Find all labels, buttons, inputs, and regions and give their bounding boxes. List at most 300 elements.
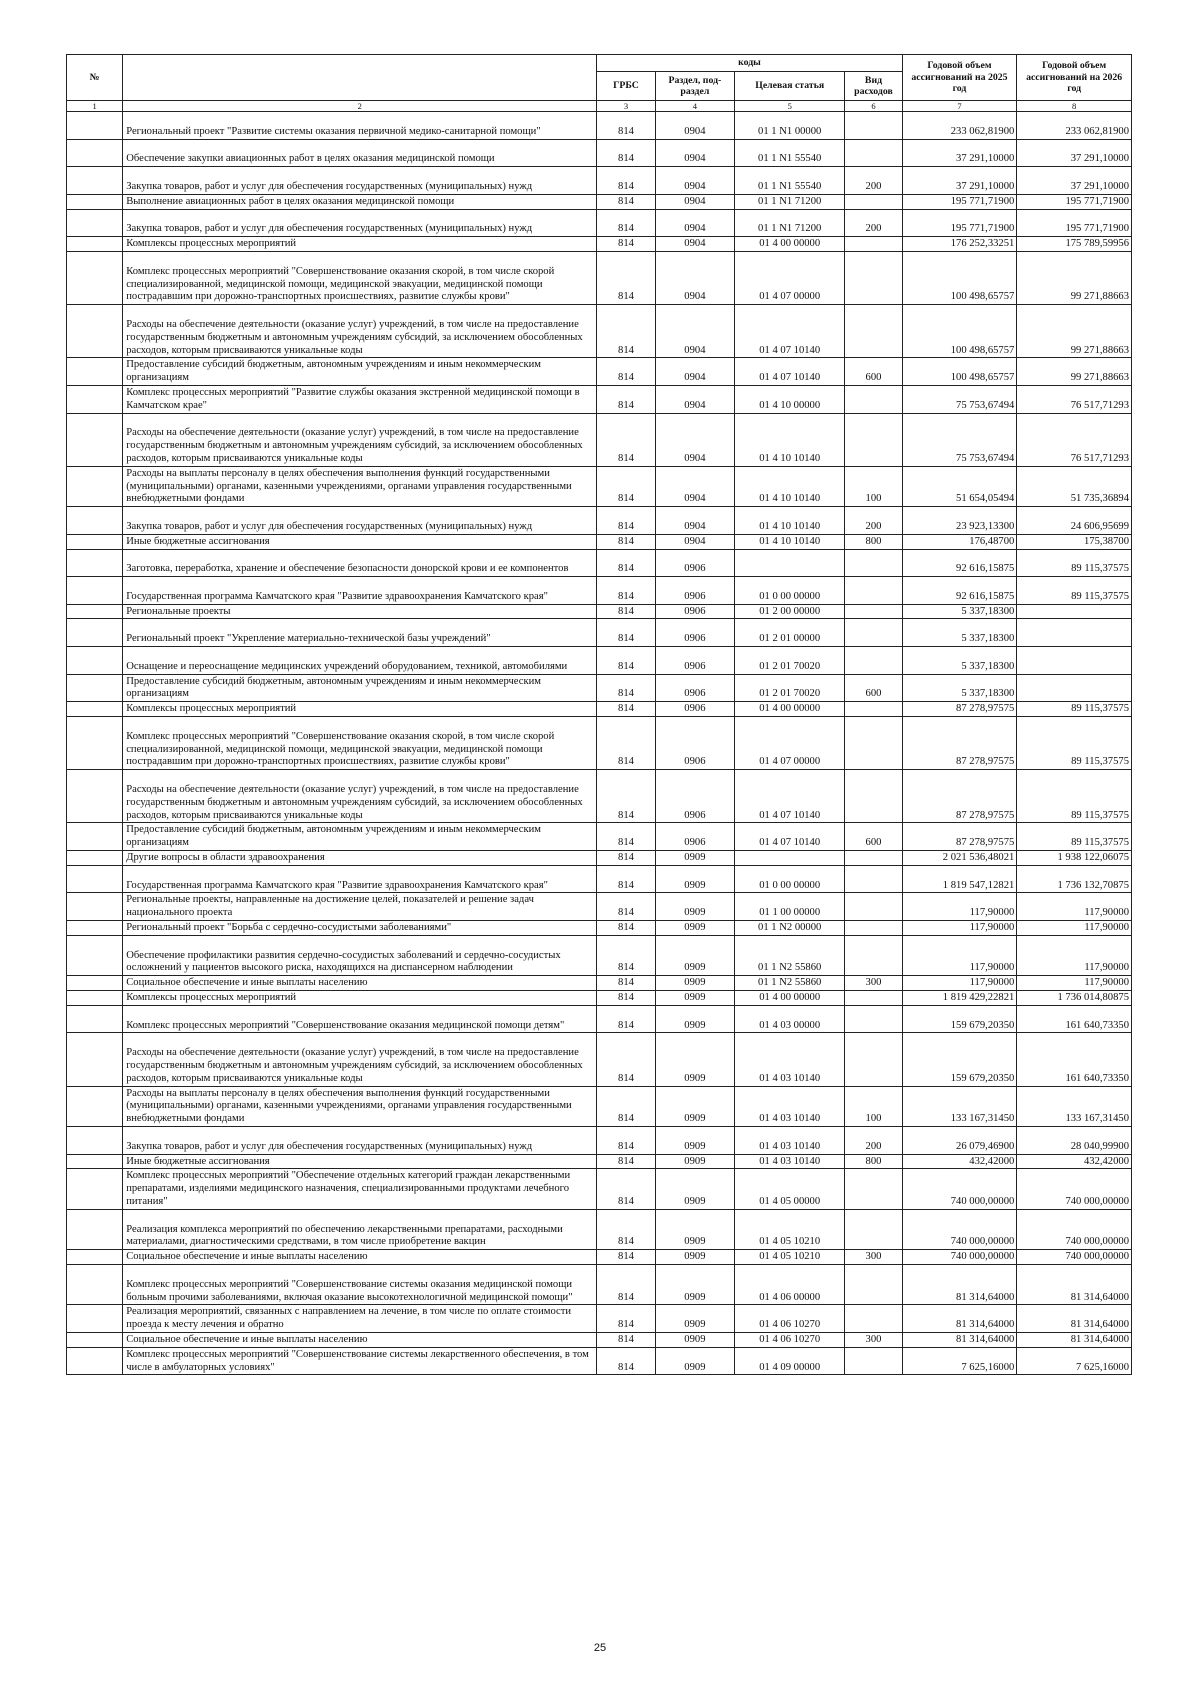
row-2026-cell: 195 771,71900 (1017, 209, 1132, 237)
row-2026-cell (1017, 619, 1132, 647)
row-target-cell: 01 4 10 10140 (735, 466, 845, 506)
row-kind-cell (845, 647, 902, 675)
row-number-cell (67, 1332, 123, 1347)
row-2026-cell: 89 115,37575 (1017, 702, 1132, 717)
row-section-cell: 0904 (655, 251, 734, 304)
row-2025-cell: 233 062,81900 (902, 112, 1017, 140)
row-grbs-cell: 814 (597, 112, 655, 140)
row-kind-cell: 300 (845, 1332, 902, 1347)
table-row (67, 935, 1132, 975)
column-numbers-row (67, 101, 1132, 112)
table-row (67, 647, 1132, 675)
row-kind-cell (845, 1033, 902, 1086)
row-kind-cell (845, 702, 902, 717)
row-name-cell: Расходы на обеспечение деятельности (оказание услуг) учреждений, в том числе на предоставление государственным бюджетным и автономным учреждениям субсидий, за исключением обособленных расходов, которым присваиваются уникальные коды (123, 305, 597, 358)
row-grbs-cell: 814 (597, 358, 655, 386)
col-num-header: № (67, 55, 123, 101)
row-name-cell: Расходы на выплаты персоналу в целях обеспечения выполнения функций государственными (муниципальными) органами, казенными учреждениями, органами управления государственными внебюджетными фондами (123, 1086, 597, 1126)
table-row (67, 167, 1132, 195)
row-2025-cell: 117,90000 (902, 893, 1017, 921)
row-grbs-cell: 814 (597, 823, 655, 851)
row-target-cell: 01 4 00 00000 (735, 702, 845, 717)
row-name-cell: Закупка товаров, работ и услуг для обеспечения государственных (муниципальных) нужд (123, 1126, 597, 1154)
row-name-cell: Расходы на выплаты персоналу в целях обеспечения выполнения функций государственными (муниципальными) органами, казенными учреждениями, органами управления государственными внебюджетными фондами (123, 466, 597, 506)
row-name-cell: Заготовка, переработка, хранение и обеспечение безопасности донорской крови и ее компонентов (123, 549, 597, 577)
row-2026-cell: 89 115,37575 (1017, 770, 1132, 823)
row-target-cell: 01 4 05 10210 (735, 1209, 845, 1249)
row-grbs-cell: 814 (597, 251, 655, 304)
table-row (67, 139, 1132, 167)
row-section-cell: 0909 (655, 991, 734, 1006)
row-kind-cell (845, 385, 902, 413)
row-number-cell (67, 1005, 123, 1033)
row-grbs-cell: 814 (597, 1332, 655, 1347)
row-2025-cell: 5 337,18300 (902, 619, 1017, 647)
table-row (67, 702, 1132, 717)
row-2025-cell: 133 167,31450 (902, 1086, 1017, 1126)
row-2026-cell: 133 167,31450 (1017, 1086, 1132, 1126)
row-name-cell: Предоставление субсидий бюджетным, автономным учреждениям и иным некоммерческим организациям (123, 823, 597, 851)
codes-header: коды (597, 55, 902, 72)
row-2026-cell: 7 625,16000 (1017, 1347, 1132, 1375)
row-2025-cell: 100 498,65757 (902, 305, 1017, 358)
row-number-cell (67, 976, 123, 991)
row-name-cell: Расходы на обеспечение деятельности (оказание услуг) учреждений, в том числе на предоставление государственным бюджетным и автономным учреждениям субсидий, за исключением обособленных расходов, которым присваиваются уникальные коды (123, 770, 597, 823)
row-target-cell: 01 1 N1 55540 (735, 167, 845, 195)
row-section-cell: 0909 (655, 921, 734, 936)
row-section-cell: 0909 (655, 1209, 734, 1249)
row-number-cell (67, 413, 123, 466)
row-kind-cell (845, 770, 902, 823)
row-name-cell: Региональные проекты, направленные на достижение целей, показателей и решение задач национального проекта (123, 893, 597, 921)
row-2026-cell: 740 000,00000 (1017, 1250, 1132, 1265)
row-name-cell: Реализация комплекса мероприятий по обеспечению лекарственными препаратами, расходными материалами, диагностическими средствами, в том числе приобретение вакцин (123, 1209, 597, 1249)
row-2025-cell: 23 923,13300 (902, 507, 1017, 535)
table-row (67, 1347, 1132, 1375)
row-2025-cell: 195 771,71900 (902, 209, 1017, 237)
row-2026-cell: 37 291,10000 (1017, 167, 1132, 195)
row-2025-cell: 7 625,16000 (902, 1347, 1017, 1375)
colnum: 4 (655, 101, 734, 112)
row-2026-cell: 76 517,71293 (1017, 385, 1132, 413)
row-2026-cell: 161 640,73350 (1017, 1033, 1132, 1086)
row-name-cell: Обеспечение профилактики развития сердечно-сосудистых заболеваний и сердечно-сосудистых осложнений у пациентов высокого риска, находящихся на диспансерном наблюдении (123, 935, 597, 975)
row-target-cell: 01 4 00 00000 (735, 991, 845, 1006)
row-section-cell: 0904 (655, 534, 734, 549)
row-section-cell: 0909 (655, 1033, 734, 1086)
table-row (67, 1154, 1132, 1169)
row-2026-cell: 24 606,95699 (1017, 507, 1132, 535)
row-grbs-cell: 814 (597, 209, 655, 237)
row-number-cell (67, 647, 123, 675)
row-grbs-cell: 814 (597, 604, 655, 619)
table-row (67, 991, 1132, 1006)
table-row (67, 851, 1132, 866)
row-grbs-cell: 814 (597, 865, 655, 893)
row-2025-cell: 176 252,33251 (902, 237, 1017, 252)
row-grbs-cell: 814 (597, 1264, 655, 1304)
row-2025-cell: 159 679,20350 (902, 1005, 1017, 1033)
row-target-cell: 01 4 03 10140 (735, 1154, 845, 1169)
table-row (67, 251, 1132, 304)
row-grbs-cell: 814 (597, 851, 655, 866)
row-target-cell: 01 4 03 10140 (735, 1033, 845, 1086)
row-target-cell: 01 1 N1 00000 (735, 112, 845, 140)
row-2026-cell: 233 062,81900 (1017, 112, 1132, 140)
table-row (67, 1250, 1132, 1265)
table-body (67, 112, 1132, 1375)
row-kind-cell (845, 893, 902, 921)
row-2026-cell: 740 000,00000 (1017, 1209, 1132, 1249)
row-number-cell (67, 194, 123, 209)
row-number-cell (67, 823, 123, 851)
row-target-cell: 01 4 06 00000 (735, 1264, 845, 1304)
row-name-cell: Реализация мероприятий, связанных с направлением на лечение, в том числе по оплате стоимости проезда к месту лечения и обратно (123, 1305, 597, 1333)
table-row (67, 358, 1132, 386)
row-section-cell: 0909 (655, 935, 734, 975)
row-number-cell (67, 1250, 123, 1265)
row-number-cell (67, 1209, 123, 1249)
row-2026-cell: 195 771,71900 (1017, 194, 1132, 209)
row-2026-cell (1017, 674, 1132, 702)
row-grbs-cell: 814 (597, 549, 655, 577)
row-2025-cell: 1 819 547,12821 (902, 865, 1017, 893)
row-2026-cell: 175 789,59956 (1017, 237, 1132, 252)
row-name-cell: Комплексы процессных мероприятий (123, 237, 597, 252)
row-kind-cell: 600 (845, 674, 902, 702)
table-row (67, 893, 1132, 921)
row-2026-cell: 117,90000 (1017, 893, 1132, 921)
row-name-cell: Региональный проект "Борьба с сердечно-сосудистыми заболеваниями" (123, 921, 597, 936)
row-number-cell (67, 702, 123, 717)
budget-table (66, 54, 1132, 1375)
row-target-cell: 01 4 05 00000 (735, 1169, 845, 1209)
row-number-cell (67, 1086, 123, 1126)
row-2026-cell: 81 314,64000 (1017, 1264, 1132, 1304)
row-2026-cell: 740 000,00000 (1017, 1169, 1132, 1209)
row-number-cell (67, 1264, 123, 1304)
row-grbs-cell: 814 (597, 1033, 655, 1086)
row-name-cell: Закупка товаров, работ и услуг для обеспечения государственных (муниципальных) нужд (123, 167, 597, 195)
row-kind-cell: 200 (845, 209, 902, 237)
row-2025-cell: 2 021 536,48021 (902, 851, 1017, 866)
row-section-cell: 0909 (655, 1005, 734, 1033)
row-name-cell: Социальное обеспечение и иные выплаты населению (123, 1250, 597, 1265)
row-number-cell (67, 305, 123, 358)
colnum: 8 (1017, 101, 1132, 112)
row-grbs-cell: 814 (597, 991, 655, 1006)
row-number-cell (67, 534, 123, 549)
row-2025-cell: 195 771,71900 (902, 194, 1017, 209)
row-number-cell (67, 921, 123, 936)
row-2025-cell: 87 278,97575 (902, 702, 1017, 717)
row-target-cell (735, 549, 845, 577)
row-section-cell: 0906 (655, 549, 734, 577)
row-target-cell: 01 4 10 10140 (735, 413, 845, 466)
row-2025-cell: 1 819 429,22821 (902, 991, 1017, 1006)
row-kind-cell (845, 865, 902, 893)
row-number-cell (67, 112, 123, 140)
table-row (67, 112, 1132, 140)
table-row (67, 865, 1132, 893)
table-row (67, 1209, 1132, 1249)
row-kind-cell: 100 (845, 466, 902, 506)
row-grbs-cell: 814 (597, 139, 655, 167)
row-section-cell: 0909 (655, 1332, 734, 1347)
table-row (67, 1005, 1132, 1033)
row-kind-cell: 800 (845, 1154, 902, 1169)
row-number-cell (67, 674, 123, 702)
table-row (67, 1033, 1132, 1086)
row-number-cell (67, 1305, 123, 1333)
row-name-cell: Другие вопросы в области здравоохранения (123, 851, 597, 866)
row-2026-cell: 1 736 132,70875 (1017, 865, 1132, 893)
row-section-cell: 0906 (655, 823, 734, 851)
row-section-cell: 0906 (655, 702, 734, 717)
table-row (67, 976, 1132, 991)
row-target-cell: 01 4 10 00000 (735, 385, 845, 413)
row-number-cell (67, 991, 123, 1006)
row-target-cell: 01 4 10 10140 (735, 507, 845, 535)
row-grbs-cell: 814 (597, 717, 655, 770)
row-kind-cell (845, 1264, 902, 1304)
row-2025-cell: 117,90000 (902, 921, 1017, 936)
row-2025-cell: 92 616,15875 (902, 577, 1017, 605)
row-name-cell: Государственная программа Камчатского края "Развитие здравоохранения Камчатского края" (123, 865, 597, 893)
row-section-cell: 0909 (655, 865, 734, 893)
row-target-cell: 01 4 06 10270 (735, 1332, 845, 1347)
row-grbs-cell: 814 (597, 674, 655, 702)
row-number-cell (67, 1154, 123, 1169)
row-target-cell: 01 2 00 00000 (735, 604, 845, 619)
row-number-cell (67, 717, 123, 770)
row-2025-cell: 26 079,46900 (902, 1126, 1017, 1154)
row-target-cell (735, 851, 845, 866)
row-2026-cell: 161 640,73350 (1017, 1005, 1132, 1033)
row-kind-cell (845, 604, 902, 619)
row-number-cell (67, 549, 123, 577)
row-2025-cell: 75 753,67494 (902, 385, 1017, 413)
row-number-cell (67, 237, 123, 252)
row-section-cell: 0904 (655, 507, 734, 535)
row-name-cell: Выполнение авиационных работ в целях оказания медицинской помощи (123, 194, 597, 209)
row-section-cell: 0904 (655, 237, 734, 252)
table-row (67, 385, 1132, 413)
row-kind-cell: 300 (845, 1250, 902, 1265)
table-row (67, 305, 1132, 358)
row-number-cell (67, 604, 123, 619)
row-name-cell: Иные бюджетные ассигнования (123, 534, 597, 549)
row-2025-cell: 5 337,18300 (902, 647, 1017, 675)
row-section-cell: 0909 (655, 893, 734, 921)
row-section-cell: 0909 (655, 1126, 734, 1154)
row-section-cell: 0909 (655, 1086, 734, 1126)
row-section-cell: 0906 (655, 717, 734, 770)
row-2026-cell: 81 314,64000 (1017, 1305, 1132, 1333)
row-2025-cell: 87 278,97575 (902, 823, 1017, 851)
row-grbs-cell: 814 (597, 1154, 655, 1169)
row-number-cell (67, 507, 123, 535)
row-2026-cell: 432,42000 (1017, 1154, 1132, 1169)
row-kind-cell (845, 413, 902, 466)
table-row (67, 194, 1132, 209)
row-2025-cell: 5 337,18300 (902, 674, 1017, 702)
table-row (67, 534, 1132, 549)
row-number-cell (67, 893, 123, 921)
row-name-cell: Комплекс процессных мероприятий "Совершенствование оказания скорой, в том числе скорой специализированной, медицинской помощи, медицинской эвакуации, медицинской помощи пострадавшим при дорожно-транспортных происшествиях, развитие службы крови" (123, 251, 597, 304)
table-row (67, 549, 1132, 577)
row-name-cell: Закупка товаров, работ и услуг для обеспечения государственных (муниципальных) нужд (123, 507, 597, 535)
row-name-cell: Обеспечение закупки авиационных работ в целях оказания медицинской помощи (123, 139, 597, 167)
row-target-cell: 01 4 03 10140 (735, 1086, 845, 1126)
row-grbs-cell: 814 (597, 305, 655, 358)
row-kind-cell (845, 237, 902, 252)
table-row (67, 507, 1132, 535)
row-grbs-cell: 814 (597, 385, 655, 413)
row-section-cell: 0906 (655, 619, 734, 647)
row-target-cell: 01 2 01 70020 (735, 647, 845, 675)
row-kind-cell: 200 (845, 167, 902, 195)
row-kind-cell (845, 1209, 902, 1249)
row-target-cell: 01 1 N2 00000 (735, 921, 845, 936)
row-grbs-cell: 814 (597, 770, 655, 823)
row-2026-cell: 37 291,10000 (1017, 139, 1132, 167)
row-grbs-cell: 814 (597, 1209, 655, 1249)
row-target-cell: 01 1 N1 55540 (735, 139, 845, 167)
col-target-header: Целевая статья (735, 72, 845, 101)
row-2025-cell: 176,48700 (902, 534, 1017, 549)
row-kind-cell (845, 717, 902, 770)
row-target-cell: 01 1 N2 55860 (735, 935, 845, 975)
table-row (67, 237, 1132, 252)
colnum: 1 (67, 101, 123, 112)
row-2026-cell: 76 517,71293 (1017, 413, 1132, 466)
row-kind-cell (845, 935, 902, 975)
row-kind-cell (845, 251, 902, 304)
table-row (67, 1169, 1132, 1209)
row-2026-cell: 175,38700 (1017, 534, 1132, 549)
row-grbs-cell: 814 (597, 921, 655, 936)
row-target-cell: 01 1 N1 71200 (735, 209, 845, 237)
row-target-cell: 01 4 07 00000 (735, 251, 845, 304)
row-2026-cell: 117,90000 (1017, 976, 1132, 991)
row-grbs-cell: 814 (597, 619, 655, 647)
row-2025-cell: 81 314,64000 (902, 1305, 1017, 1333)
row-2025-cell: 92 616,15875 (902, 549, 1017, 577)
row-number-cell (67, 770, 123, 823)
row-2025-cell: 740 000,00000 (902, 1169, 1017, 1209)
row-name-cell: Социальное обеспечение и иные выплаты населению (123, 1332, 597, 1347)
row-2025-cell: 100 498,65757 (902, 251, 1017, 304)
row-2025-cell: 740 000,00000 (902, 1250, 1017, 1265)
row-number-cell (67, 466, 123, 506)
row-section-cell: 0906 (655, 674, 734, 702)
row-grbs-cell: 814 (597, 893, 655, 921)
row-kind-cell (845, 112, 902, 140)
colnum: 2 (123, 101, 597, 112)
row-2026-cell: 99 271,88663 (1017, 251, 1132, 304)
row-2026-cell: 1 938 122,06075 (1017, 851, 1132, 866)
row-section-cell: 0904 (655, 385, 734, 413)
row-section-cell: 0906 (655, 647, 734, 675)
row-kind-cell (845, 921, 902, 936)
row-section-cell: 0904 (655, 466, 734, 506)
row-section-cell: 0904 (655, 112, 734, 140)
row-kind-cell: 200 (845, 507, 902, 535)
row-target-cell: 01 4 03 10140 (735, 1126, 845, 1154)
col-section-header: Раздел, под- раздел (655, 72, 734, 101)
row-2025-cell: 100 498,65757 (902, 358, 1017, 386)
col-2025-header: Годовой объем ассигнований на 2025 год (902, 55, 1017, 101)
row-kind-cell: 100 (845, 1086, 902, 1126)
row-grbs-cell: 814 (597, 1347, 655, 1375)
row-target-cell: 01 4 00 00000 (735, 237, 845, 252)
row-target-cell: 01 4 07 10140 (735, 305, 845, 358)
table-row (67, 1126, 1132, 1154)
row-2025-cell: 432,42000 (902, 1154, 1017, 1169)
row-grbs-cell: 814 (597, 976, 655, 991)
page-number: 25 (593, 1642, 607, 1654)
budget-table-sheet (66, 54, 1132, 1375)
row-grbs-cell: 814 (597, 1250, 655, 1265)
row-grbs-cell: 814 (597, 1169, 655, 1209)
row-number-cell (67, 619, 123, 647)
row-number-cell (67, 935, 123, 975)
row-section-cell: 0909 (655, 1305, 734, 1333)
row-section-cell: 0906 (655, 577, 734, 605)
row-number-cell (67, 577, 123, 605)
row-section-cell: 0906 (655, 770, 734, 823)
row-grbs-cell: 814 (597, 507, 655, 535)
row-2025-cell: 75 753,67494 (902, 413, 1017, 466)
row-name-cell: Государственная программа Камчатского края "Развитие здравоохранения Камчатского края" (123, 577, 597, 605)
table-row (67, 1264, 1132, 1304)
row-2025-cell: 51 654,05494 (902, 466, 1017, 506)
row-2026-cell: 89 115,37575 (1017, 577, 1132, 605)
row-2025-cell: 159 679,20350 (902, 1033, 1017, 1086)
row-2026-cell: 117,90000 (1017, 921, 1132, 936)
row-section-cell: 0909 (655, 1169, 734, 1209)
row-section-cell: 0904 (655, 305, 734, 358)
table-row (67, 577, 1132, 605)
row-grbs-cell: 814 (597, 194, 655, 209)
row-name-cell: Оснащение и переоснащение медицинских учреждений оборудованием, техникой, автомобилями (123, 647, 597, 675)
table-row (67, 413, 1132, 466)
row-number-cell (67, 385, 123, 413)
row-section-cell: 0909 (655, 1154, 734, 1169)
row-kind-cell: 600 (845, 358, 902, 386)
row-grbs-cell: 814 (597, 702, 655, 717)
row-name-cell: Комплексы процессных мероприятий (123, 991, 597, 1006)
row-kind-cell (845, 1169, 902, 1209)
row-number-cell (67, 865, 123, 893)
row-2026-cell: 51 735,36894 (1017, 466, 1132, 506)
row-grbs-cell: 814 (597, 534, 655, 549)
row-target-cell: 01 4 03 00000 (735, 1005, 845, 1033)
table-row (67, 921, 1132, 936)
row-2025-cell: 117,90000 (902, 935, 1017, 975)
row-name-cell: Комплекс процессных мероприятий "Совершенствование системы оказания медицинской помощи больным прочими заболеваниями, включая оказание высокотехнологичной медицинской помощи" (123, 1264, 597, 1304)
row-2025-cell: 87 278,97575 (902, 717, 1017, 770)
row-target-cell: 01 4 10 10140 (735, 534, 845, 549)
row-name-cell: Закупка товаров, работ и услуг для обеспечения государственных (муниципальных) нужд (123, 209, 597, 237)
row-grbs-cell: 814 (597, 1005, 655, 1033)
row-section-cell: 0909 (655, 976, 734, 991)
row-kind-cell: 300 (845, 976, 902, 991)
row-number-cell (67, 167, 123, 195)
row-name-cell: Комплекс процессных мероприятий "Совершенствование системы лекарственного обеспечения, в том числе в амбулаторных условиях" (123, 1347, 597, 1375)
row-kind-cell (845, 1005, 902, 1033)
